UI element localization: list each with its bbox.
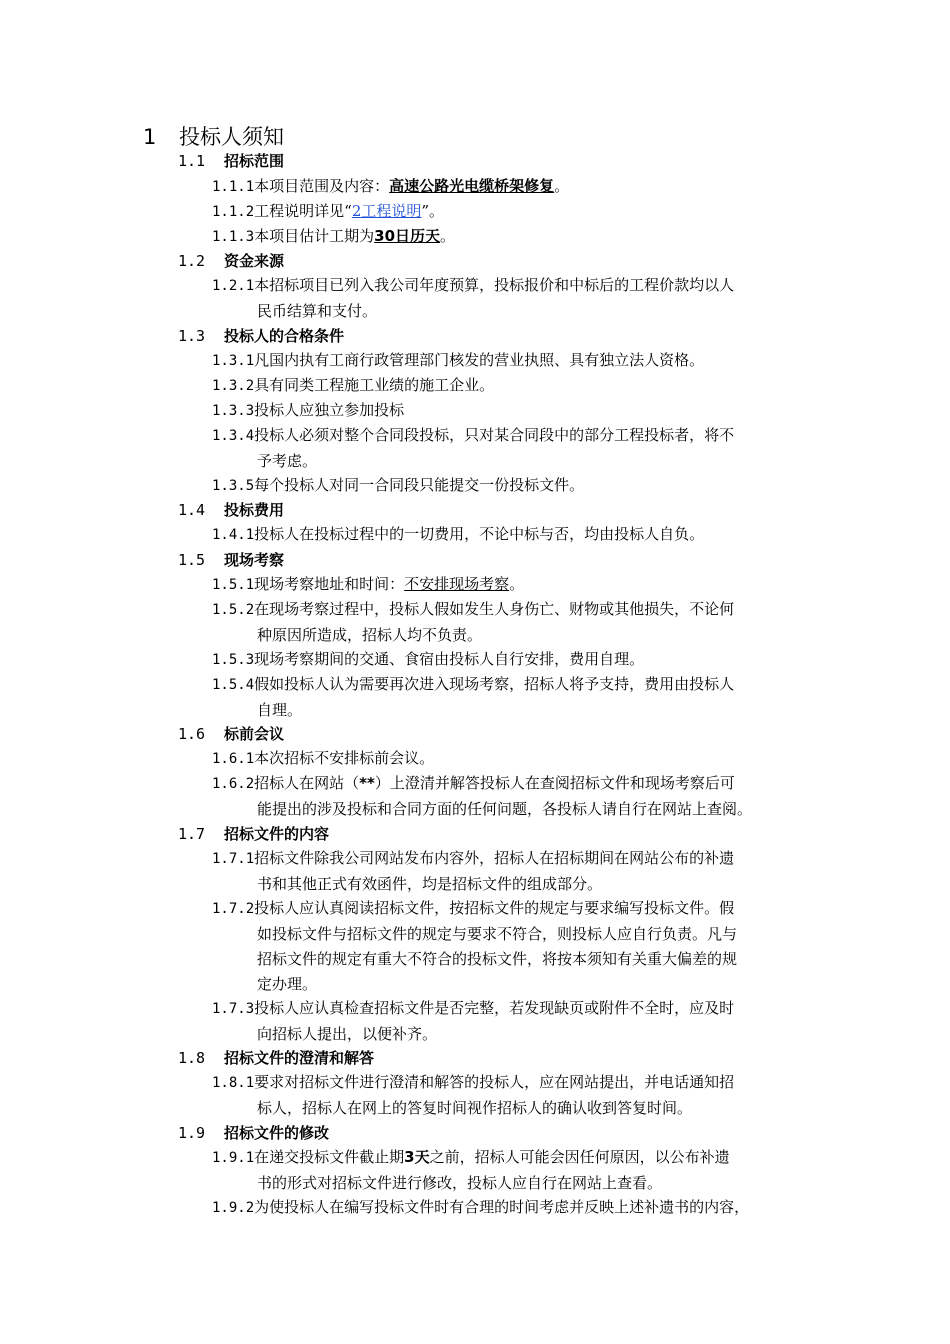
s14-num-text: 1.4 [178, 501, 206, 519]
clause-1-8-1 [212, 1070, 812, 1121]
clause-1-6-1 [212, 746, 812, 772]
s14-i1-text-text: 投标人在投标过程中的一切费用，不论中标与否，均由投标人自负。 [254, 525, 705, 543]
s13-i1-num-text: 1.3.1 [212, 353, 255, 369]
s13-i4-line1-text: 投标人必须对整个合同段投标，只对某合同段中的部分工程投标者，将不 [254, 426, 735, 444]
s17-num-text: 1.7 [178, 825, 206, 843]
section-heading-1-8 [178, 1048, 374, 1068]
s19-i1-post-text: 之前，招标人可能会因任何原因，以公布补遗 [429, 1148, 730, 1166]
s11-title-text: 招标范围 [224, 152, 285, 170]
site-visit-value: 不安排现场考察 [404, 575, 510, 593]
s15-i4-num-text: 1.5.4 [212, 677, 255, 693]
s11-i1-num-text: 1.1.1 [212, 179, 255, 195]
s17-title-text: 招标文件的内容 [224, 825, 330, 843]
chapter-number: 1 [143, 125, 157, 149]
s19-i1-num-text: 1.9.1 [212, 1150, 255, 1166]
s16-i2-num-text: 1.6.2 [212, 776, 255, 792]
clause-1-3-1 [212, 348, 812, 374]
s13-i2-num-text: 1.3.2 [212, 378, 255, 394]
s17-i1-line2-text: 书和其他正式有效函件，均是招标文件的组成部分。 [257, 875, 603, 893]
clause-1-3-4 [212, 423, 812, 474]
section-heading-1-3 [178, 326, 344, 346]
s13-i2-text-text: 具有同类工程施工业绩的施工企业。 [254, 376, 495, 394]
s11-i2-num-text: 1.1.2 [212, 204, 255, 220]
s18-title-text: 招标文件的澄清和解答 [224, 1049, 375, 1067]
s11-i1-post-text: 。 [554, 177, 570, 195]
s17-i2-line3-text: 招标文件的规定有重大不符合的投标文件，将按本须知有关重大偏差的规 [257, 950, 738, 968]
s18-i1-line2-text: 标人，招标人在网上的答复时间视作招标人的确认收到答复时间。 [257, 1099, 693, 1117]
s14-i1-num-text: 1.4.1 [212, 527, 255, 543]
clause-1-1-1 [212, 174, 812, 200]
deadline-days-value: 3天 [404, 1148, 430, 1166]
s17-i2-num-text: 1.7.2 [212, 901, 255, 917]
s18-num-text: 1.8 [178, 1049, 206, 1067]
s13-title-text: 投标人的合格条件 [224, 327, 345, 345]
s16-i1-text-text: 本次招标不安排标前会议。 [254, 749, 435, 767]
s11-i2-post-text: ”。 [421, 202, 445, 220]
s19-i2-text-text: 为使投标人在编写投标文件时有合理的时间考虑并反映上述补遗书的内容， [254, 1198, 750, 1216]
s17-i3-line1-text: 投标人应认真检查招标文件是否完整，若发现缺页或附件不全时，应及时 [254, 999, 735, 1017]
engineering-description-link[interactable]: 2工程说明 [351, 202, 422, 220]
s19-i1-pre-text: 在递交投标文件截止期 [254, 1148, 405, 1166]
clause-1-3-2 [212, 373, 812, 399]
chapter-heading [143, 121, 284, 151]
s13-i3-text-text: 投标人应独立参加投标 [254, 401, 405, 419]
s12-num-text: 1.2 [178, 252, 206, 270]
s15-i4-line2-text: 自理。 [257, 701, 303, 719]
s16-i2-value-text: ** [359, 774, 375, 792]
s11-i3-pre-text: 本项目估计工期为 [254, 227, 375, 245]
clause-1-7-3 [212, 996, 812, 1047]
s13-num-text: 1.3 [178, 327, 206, 345]
clause-1-5-3 [212, 647, 812, 673]
section-heading-1-1 [178, 151, 284, 171]
s16-title-text: 标前会议 [224, 725, 285, 743]
clause-1-2-1 [212, 273, 812, 324]
s15-i2-num-text: 1.5.2 [212, 602, 255, 618]
s15-i3-num-text: 1.5.3 [212, 652, 255, 668]
duration-value: 30日历天 [374, 227, 441, 245]
chapter-title: 投标人须知 [179, 125, 284, 149]
section-heading-1-7 [178, 824, 329, 844]
s12-i1-num-text: 1.2.1 [212, 278, 255, 294]
s15-num-text: 1.5 [178, 551, 206, 569]
clause-1-3-5 [212, 473, 812, 499]
section-heading-1-4 [178, 500, 284, 520]
s13-i4-num-text: 1.3.4 [212, 428, 255, 444]
s17-i3-line2-text: 向招标人提出，以便补齐。 [257, 1025, 438, 1043]
section-heading-1-9 [178, 1123, 329, 1143]
section-heading-1-6 [178, 724, 284, 744]
s17-i2-line2-text: 如投标文件与招标文件的规定与要求不符合，则投标人应自行负责。凡与 [257, 925, 738, 943]
s13-i1-text-text: 凡国内执有工商行政管理部门核发的营业执照、具有独立法人资格。 [254, 351, 705, 369]
clause-1-3-3 [212, 398, 812, 424]
clause-1-5-1 [212, 572, 812, 598]
s13-i5-num-text: 1.3.5 [212, 478, 255, 494]
clause-1-9-1 [212, 1145, 812, 1196]
s15-i1-num-text: 1.5.1 [212, 577, 255, 593]
s17-i1-line1-text: 招标文件除我公司网站发布内容外，招标人在招标期间在网站公布的补遗 [254, 849, 735, 867]
s11-i3-post-text: 。 [440, 227, 456, 245]
s18-i1-num-text: 1.8.1 [212, 1075, 255, 1091]
clause-1-7-2 [212, 896, 812, 997]
s15-title-text: 现场考察 [224, 551, 285, 569]
clause-1-9-2 [212, 1195, 832, 1221]
clause-1-6-2 [212, 771, 812, 822]
s14-title-text: 投标费用 [224, 501, 285, 519]
clause-1-1-2 [212, 199, 812, 225]
s17-i3-num-text: 1.7.3 [212, 1001, 255, 1017]
s16-i2-line2-text: 能提出的涉及投标和合同方面的任何问题，各投标人请自行在网站上查阅。 [257, 800, 753, 818]
s17-i2-line4-text: 定办理。 [257, 975, 318, 993]
s17-i1-num-text: 1.7.1 [212, 851, 255, 867]
s11-i3-num-text: 1.1.3 [212, 229, 255, 245]
clause-1-5-4 [212, 672, 812, 723]
s13-i3-num-text: 1.3.3 [212, 403, 255, 419]
s11-i1-pre-text: 本项目范围及内容： [254, 177, 390, 195]
s11-i2-pre-text: 工程说明详见“ [254, 202, 352, 220]
s12-i1-line2-text: 民币结算和支付。 [257, 302, 378, 320]
s13-i4-line2-text: 予考虑。 [257, 452, 318, 470]
s12-i1-line1-text: 本招标项目已列入我公司年度预算，投标报价和中标后的工程价款均以人 [254, 276, 735, 294]
s15-i3-text-text: 现场考察期间的交通、食宿由投标人自行安排，费用自理。 [254, 650, 645, 668]
s15-i4-line1-text: 假如投标人认为需要再次进入现场考察，招标人将予支持，费用由投标人 [254, 675, 735, 693]
s17-i2-line1-text: 投标人应认真阅读招标文件，按招标文件的规定与要求编写投标文件。假 [254, 899, 735, 917]
s19-num-text: 1.9 [178, 1124, 206, 1142]
s15-i2-line2-text: 种原因所造成，招标人均不负责。 [257, 626, 483, 644]
s16-i2-pre-text: 招标人在网站（ [254, 774, 360, 792]
s16-i1-num-text: 1.6.1 [212, 751, 255, 767]
s19-title-text: 招标文件的修改 [224, 1124, 330, 1142]
s12-title-text: 资金来源 [224, 252, 285, 270]
clause-1-1-3 [212, 224, 812, 250]
s15-i2-line1-text: 在现场考察过程中，投标人假如发生人身伤亡、财物或其他损失，不论何 [254, 600, 735, 618]
clause-1-5-2 [212, 597, 812, 648]
project-scope-value: 高速公路光电缆桥架修复 [389, 177, 555, 195]
section-heading-1-5 [178, 550, 284, 570]
clause-1-4-1 [212, 522, 812, 548]
section-heading-1-2 [178, 251, 284, 271]
s19-i1-line2-text: 书的形式对招标文件进行修改，投标人应自行在网站上查看。 [257, 1174, 663, 1192]
s16-num-text: 1.6 [178, 725, 206, 743]
s11-num-text: 1.1 [178, 152, 206, 170]
s15-i1-pre-text: 现场考察地址和时间： [254, 575, 405, 593]
s15-i1-post-text: 。 [509, 575, 525, 593]
s19-i2-num-text: 1.9.2 [212, 1200, 255, 1216]
s13-i5-text-text: 每个投标人对同一合同段只能提交一份投标文件。 [254, 476, 585, 494]
s18-i1-line1-text: 要求对招标文件进行澄清和解答的投标人，应在网站提出，并电话通知招 [254, 1073, 735, 1091]
clause-1-7-1 [212, 846, 812, 897]
s16-i2-post-text: ）上澄清并解答投标人在查阅招标文件和现场考察后可 [374, 774, 735, 792]
